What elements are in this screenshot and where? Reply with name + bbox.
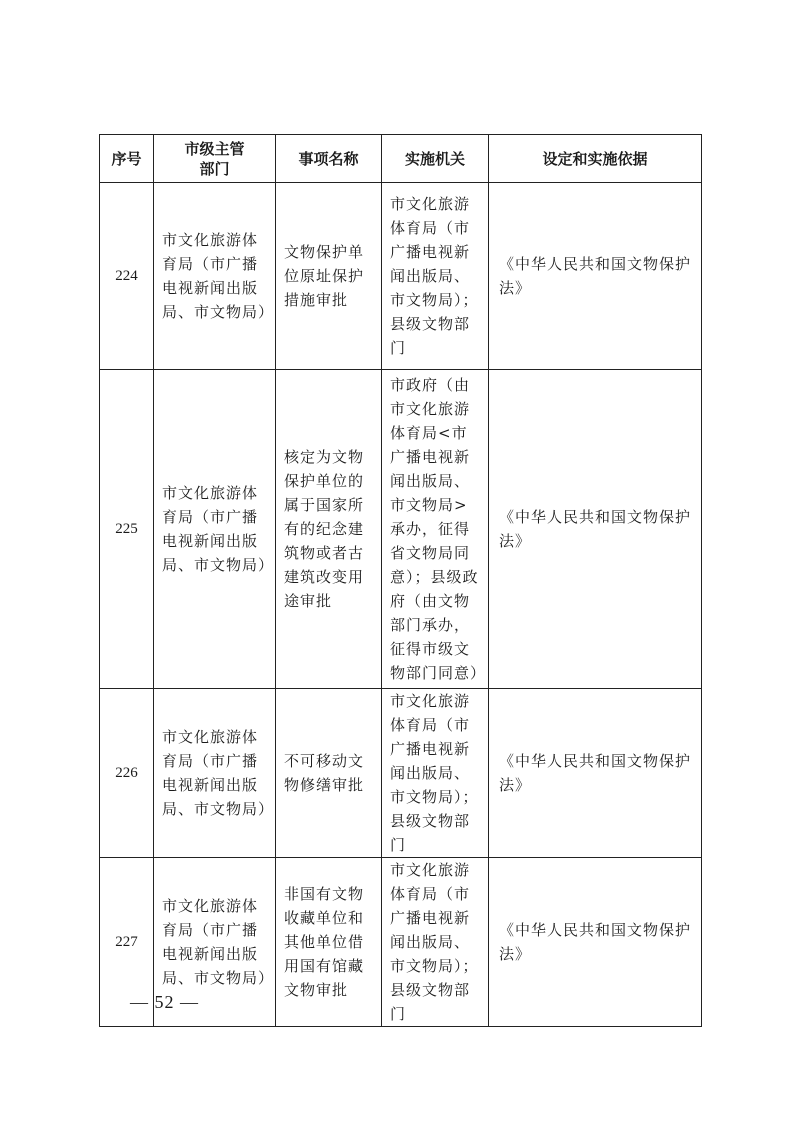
header-department-line2: 部门: [199, 159, 230, 178]
table-row: [100, 689, 702, 858]
table-row: [100, 370, 702, 689]
row-department: 市文化旅游体育局（市广播电视新闻出版局、市文物局）: [154, 370, 276, 689]
row-agency: 市文化旅游体育局（市广播电视新闻出版局、市文物局）；县级文物部门: [382, 689, 489, 858]
row-basis: 《中华人民共和国文物保护法》: [489, 858, 702, 1027]
row-no: 227: [100, 858, 154, 1027]
row-agency: 市文化旅游体育局（市广播电视新闻出版局、市文物局）；县级文物部门: [382, 858, 489, 1027]
header-no: 序号: [100, 135, 154, 183]
row-no: 226: [100, 689, 154, 858]
table-header-row: [100, 135, 702, 183]
row-basis: 《中华人民共和国文物保护法》: [489, 689, 702, 858]
row-item-name: 文物保护单位原址保护措施审批: [276, 183, 382, 370]
header-agency: 实施机关: [382, 135, 489, 183]
approval-items-table: [99, 134, 702, 1027]
row-agency: 市文化旅游体育局（市广播电视新闻出版局、市文物局）；县级文物部门: [382, 183, 489, 370]
row-department: 市文化旅游体育局（市广播电视新闻出版局、市文物局）: [154, 689, 276, 858]
row-no: 225: [100, 370, 154, 689]
header-item-name: 事项名称: [276, 135, 382, 183]
row-department: 市文化旅游体育局（市广播电视新闻出版局、市文物局）: [154, 183, 276, 370]
row-department: 市文化旅游体育局（市广播电视新闻出版局、市文物局）: [154, 858, 276, 1027]
page-number: — 52 —: [130, 992, 199, 1012]
row-no: 224: [100, 183, 154, 370]
row-basis: 《中华人民共和国文物保护法》: [489, 183, 702, 370]
row-basis: 《中华人民共和国文物保护法》: [489, 370, 702, 689]
header-basis: 设定和实施依据: [489, 135, 702, 183]
header-department: [154, 135, 276, 183]
row-agency: 市政府（由市文化旅游体育局<市广播电视新闻出版局、市文物局>承办，征得省文物局同意）；县级政府（由文物部门承办，征得市级文物部门同意）: [382, 370, 489, 689]
row-item-name: 非国有文物收藏单位和其他单位借用国有馆藏文物审批: [276, 858, 382, 1027]
header-department-line1: 市级主管: [184, 139, 245, 158]
row-item-name: 核定为文物保护单位的属于国家所有的纪念建筑物或者古建筑改变用途审批: [276, 370, 382, 689]
row-item-name: 不可移动文物修缮审批: [276, 689, 382, 858]
table-row: [100, 183, 702, 370]
